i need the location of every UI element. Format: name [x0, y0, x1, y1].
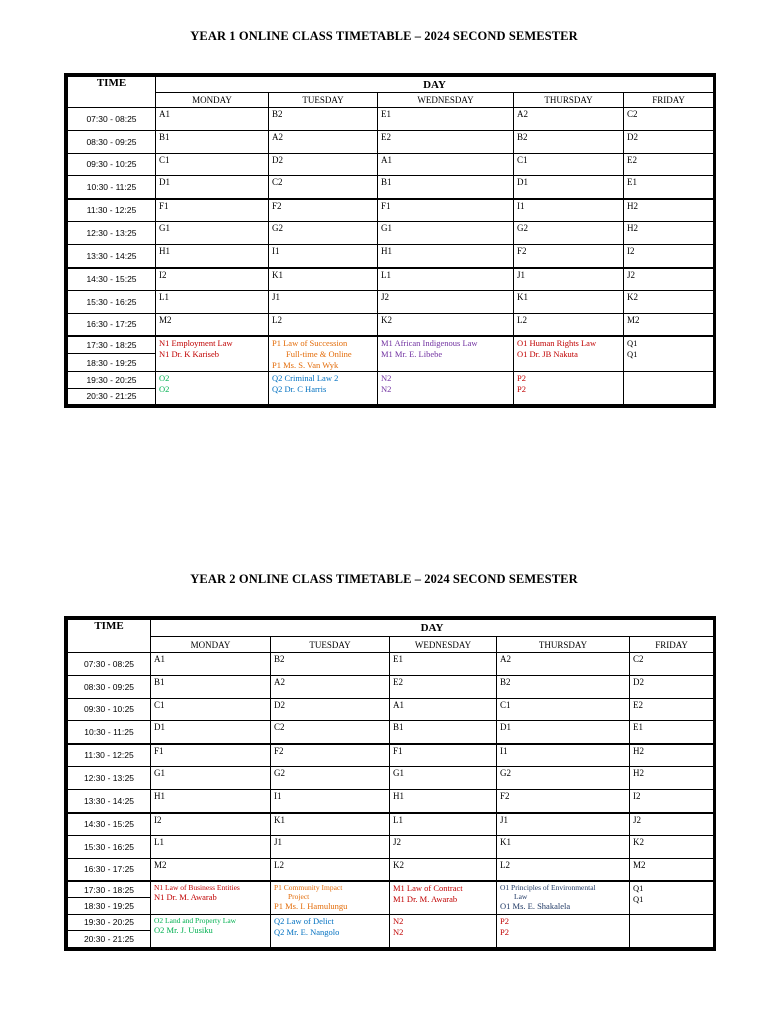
course-cell-wednesday	[390, 881, 497, 914]
course-cell-thursday	[514, 336, 624, 372]
day-names-row	[68, 637, 714, 653]
time-slot: 15:30 - 16:25	[68, 835, 151, 858]
course-line: Full-time & Online	[286, 349, 352, 360]
course-cell-friday	[624, 372, 714, 405]
course-line: O1 Principles of Environmental	[500, 883, 596, 893]
header-row	[68, 620, 714, 637]
slot-row	[68, 813, 714, 836]
class-code-tuesday: I1	[271, 790, 390, 813]
class-code-tuesday: B2	[271, 653, 390, 676]
class-code-wednesday: L1	[390, 813, 497, 836]
class-code-thursday: J1	[497, 813, 630, 836]
class-code-wednesday: F1	[390, 744, 497, 767]
slot-row	[68, 744, 714, 767]
course-line: O1 Ms. E. Shakalela	[500, 901, 571, 912]
course-cell-monday	[156, 372, 269, 405]
class-code-monday: M2	[156, 313, 269, 336]
course-line: Law	[514, 892, 528, 902]
class-code-wednesday: E2	[390, 675, 497, 698]
class-code-wednesday: A1	[390, 698, 497, 721]
class-code-monday: L1	[156, 290, 269, 313]
time-slot: 19:30 - 20:25	[68, 372, 156, 389]
class-code-thursday: B2	[497, 675, 630, 698]
class-code-tuesday: D2	[271, 698, 390, 721]
class-code-monday: F1	[156, 199, 269, 222]
course-cell-monday	[156, 336, 269, 372]
day-name-tuesday: TUESDAY	[271, 637, 390, 653]
time-slot: 14:30 - 15:25	[68, 268, 156, 291]
timetable-title: YEAR 1 ONLINE CLASS TIMETABLE – 2024 SECOND SEMESTER	[190, 29, 578, 43]
class-code-tuesday: J1	[271, 835, 390, 858]
course-cell-thursday	[497, 914, 630, 947]
class-code-friday: E1	[630, 721, 714, 744]
class-code-tuesday: D2	[269, 153, 378, 176]
course-line: P1 Law of Succession	[272, 338, 348, 349]
timetable-title: YEAR 2 ONLINE CLASS TIMETABLE – 2024 SECOND SEMESTER	[190, 572, 578, 586]
class-code-tuesday: K1	[271, 813, 390, 836]
time-slot: 13:30 - 14:25	[68, 245, 156, 268]
time-slot: 16:30 - 17:25	[68, 858, 151, 881]
class-code-wednesday: G1	[378, 222, 514, 245]
class-code-wednesday: H1	[390, 790, 497, 813]
course-line: O2 Land and Property Law	[154, 915, 237, 925]
course-line: M1 Law of Contract	[393, 883, 463, 894]
day-name-friday: FRIDAY	[624, 93, 714, 108]
slot-row	[68, 176, 714, 199]
time-slot: 11:30 - 12:25	[68, 744, 151, 767]
class-code-friday: H2	[630, 767, 714, 790]
course-line: Q1	[633, 894, 644, 905]
class-code-monday: C1	[156, 153, 269, 176]
class-code-tuesday: K1	[269, 268, 378, 291]
slot-row	[68, 245, 714, 268]
time-header: TIME	[68, 620, 151, 653]
slot-row	[68, 835, 714, 858]
class-code-friday: I2	[624, 245, 714, 268]
class-code-tuesday: A2	[271, 675, 390, 698]
time-slot: 15:30 - 16:25	[68, 290, 156, 313]
class-code-friday: M2	[630, 858, 714, 881]
class-code-friday: D2	[624, 130, 714, 153]
evening-row	[68, 372, 714, 389]
class-code-wednesday: E2	[378, 130, 514, 153]
class-code-thursday: J1	[514, 268, 624, 291]
course-line: O2 Mr. J. Uusiku	[154, 924, 213, 935]
time-slot: 11:30 - 12:25	[68, 199, 156, 222]
class-code-wednesday: J2	[390, 835, 497, 858]
evening-row	[68, 914, 714, 931]
class-code-friday: D2	[630, 675, 714, 698]
course-line: Q2 Criminal Law 2	[272, 373, 339, 384]
time-slot: 12:30 - 13:25	[68, 767, 151, 790]
slot-row	[68, 698, 714, 721]
class-code-wednesday: G1	[390, 767, 497, 790]
day-name-thursday: THURSDAY	[497, 637, 630, 653]
class-code-friday: H2	[624, 199, 714, 222]
class-code-tuesday: G2	[269, 222, 378, 245]
slot-row	[68, 290, 714, 313]
course-line: N1 Dr. K Kariseb	[159, 349, 219, 360]
slot-row	[68, 767, 714, 790]
time-slot: 18:30 - 19:25	[68, 354, 156, 372]
course-line: N2	[393, 915, 404, 926]
slot-row	[68, 313, 714, 336]
time-slot: 19:30 - 20:25	[68, 914, 151, 931]
class-code-tuesday: F2	[271, 744, 390, 767]
class-code-monday: B1	[151, 675, 271, 698]
time-slot: 08:30 - 09:25	[68, 130, 156, 153]
class-code-friday: K2	[630, 835, 714, 858]
course-cell-wednesday	[390, 914, 497, 947]
course-cell-wednesday	[378, 372, 514, 405]
class-code-monday: A1	[151, 653, 271, 676]
course-line: O1 Dr. JB Nakuta	[517, 349, 578, 360]
course-cell-monday	[151, 881, 271, 914]
course-line: Q2 Law of Delict	[274, 915, 334, 926]
class-code-friday: C2	[630, 653, 714, 676]
class-code-thursday: G2	[497, 767, 630, 790]
class-code-friday: E2	[624, 153, 714, 176]
time-slot: 07:30 - 08:25	[68, 653, 151, 676]
time-slot: 09:30 - 10:25	[68, 153, 156, 176]
class-code-friday: J2	[630, 813, 714, 836]
class-code-tuesday: G2	[271, 767, 390, 790]
course-cell-tuesday	[269, 336, 378, 372]
class-code-thursday: L2	[497, 858, 630, 881]
course-line: P1 Ms. I. Hamulungu	[274, 901, 348, 912]
slot-row	[68, 675, 714, 698]
class-code-wednesday: K2	[390, 858, 497, 881]
class-code-friday: J2	[624, 268, 714, 291]
timetable-grid	[64, 616, 716, 951]
day-name-friday: FRIDAY	[630, 637, 714, 653]
course-line: N1 Employment Law	[159, 338, 233, 349]
class-code-wednesday: F1	[378, 199, 514, 222]
day-name-monday: MONDAY	[151, 637, 271, 653]
slot-row	[68, 268, 714, 291]
class-code-tuesday: C2	[269, 176, 378, 199]
slot-row	[68, 108, 714, 131]
course-line: N1 Law of Business Entities	[154, 883, 240, 893]
course-line: Project	[288, 892, 310, 902]
course-line: P2	[517, 384, 526, 395]
class-code-tuesday: C2	[271, 721, 390, 744]
class-code-wednesday: A1	[378, 153, 514, 176]
course-cell-friday	[630, 914, 714, 947]
class-code-monday: D1	[156, 176, 269, 199]
class-code-friday: H2	[624, 222, 714, 245]
class-code-thursday: G2	[514, 222, 624, 245]
slot-row	[68, 721, 714, 744]
class-code-wednesday: E1	[390, 653, 497, 676]
class-code-tuesday: B2	[269, 108, 378, 131]
course-cell-tuesday	[271, 881, 390, 914]
course-line: N2	[393, 926, 404, 937]
class-code-thursday: F2	[497, 790, 630, 813]
class-code-thursday: L2	[514, 313, 624, 336]
course-line: P1 Community Impact	[274, 883, 343, 893]
class-code-monday: F1	[151, 744, 271, 767]
class-code-wednesday: J2	[378, 290, 514, 313]
course-line: Q1	[627, 349, 638, 360]
slot-row	[68, 130, 714, 153]
time-slot: 16:30 - 17:25	[68, 313, 156, 336]
class-code-wednesday: H1	[378, 245, 514, 268]
schedule-table	[67, 76, 714, 405]
time-slot: 10:30 - 11:25	[68, 721, 151, 744]
course-line: N1 Dr. M. Awarab	[154, 892, 217, 903]
course-line: O2	[159, 373, 170, 384]
class-code-thursday: K1	[514, 290, 624, 313]
time-slot: 08:30 - 09:25	[68, 675, 151, 698]
class-code-thursday: I1	[497, 744, 630, 767]
slot-row	[68, 858, 714, 881]
course-line: O2	[159, 384, 170, 395]
class-code-thursday: I1	[514, 199, 624, 222]
course-line: M1 African Indigenous Law	[381, 338, 478, 349]
class-code-monday: B1	[156, 130, 269, 153]
course-line: P2	[517, 373, 526, 384]
slot-row	[68, 790, 714, 813]
slot-row	[68, 199, 714, 222]
schedule-table	[67, 619, 714, 948]
time-slot: 17:30 - 18:25	[68, 881, 151, 898]
class-code-thursday: D1	[497, 721, 630, 744]
class-code-monday: D1	[151, 721, 271, 744]
class-code-wednesday: E1	[378, 108, 514, 131]
class-code-thursday: C1	[514, 153, 624, 176]
course-cell-tuesday	[271, 914, 390, 947]
course-line: M1 Mr. E. Libebe	[381, 349, 443, 360]
class-code-monday: I2	[151, 813, 271, 836]
course-cell-friday	[624, 336, 714, 372]
slot-row	[68, 653, 714, 676]
course-line: N2	[381, 373, 392, 384]
class-code-wednesday: B1	[390, 721, 497, 744]
time-slot: 09:30 - 10:25	[68, 698, 151, 721]
time-slot: 18:30 - 19:25	[68, 898, 151, 915]
course-cell-thursday	[497, 881, 630, 914]
time-slot: 13:30 - 14:25	[68, 790, 151, 813]
class-code-wednesday: L1	[378, 268, 514, 291]
time-slot: 10:30 - 11:25	[68, 176, 156, 199]
class-code-thursday: K1	[497, 835, 630, 858]
course-line: P2	[500, 926, 509, 937]
day-header: DAY	[156, 77, 714, 93]
course-cell-thursday	[514, 372, 624, 405]
class-code-monday: G1	[156, 222, 269, 245]
class-code-friday: C2	[624, 108, 714, 131]
course-cell-tuesday	[269, 372, 378, 405]
time-slot: 20:30 - 21:25	[68, 388, 156, 405]
class-code-monday: H1	[156, 245, 269, 268]
course-line: N2	[381, 384, 392, 395]
slot-row	[68, 222, 714, 245]
day-names-row	[68, 93, 714, 108]
evening-row	[68, 336, 714, 354]
time-slot: 14:30 - 15:25	[68, 813, 151, 836]
course-line: Q2 Mr. E. Nangolo	[274, 926, 340, 937]
class-code-friday: E1	[624, 176, 714, 199]
course-line: O1 Human Rights Law	[517, 338, 597, 349]
time-header: TIME	[68, 77, 156, 108]
day-name-monday: MONDAY	[156, 93, 269, 108]
slot-row	[68, 153, 714, 176]
course-line: P2	[500, 915, 509, 926]
class-code-tuesday: J1	[269, 290, 378, 313]
class-code-wednesday: K2	[378, 313, 514, 336]
time-slot: 20:30 - 21:25	[68, 931, 151, 948]
class-code-monday: M2	[151, 858, 271, 881]
class-code-thursday: B2	[514, 130, 624, 153]
timetable-grid	[64, 73, 716, 408]
class-code-friday: H2	[630, 744, 714, 767]
day-name-wednesday: WEDNESDAY	[390, 637, 497, 653]
class-code-monday: L1	[151, 835, 271, 858]
class-code-tuesday: L2	[271, 858, 390, 881]
time-slot: 07:30 - 08:25	[68, 108, 156, 131]
class-code-wednesday: B1	[378, 176, 514, 199]
class-code-friday: E2	[630, 698, 714, 721]
class-code-thursday: D1	[514, 176, 624, 199]
course-line: Q1	[627, 338, 638, 349]
course-line: Q2 Dr. C Harris	[272, 384, 327, 395]
time-slot: 17:30 - 18:25	[68, 336, 156, 354]
class-code-monday: A1	[156, 108, 269, 131]
evening-row	[68, 881, 714, 898]
day-header: DAY	[151, 620, 714, 637]
class-code-friday: M2	[624, 313, 714, 336]
course-cell-friday	[630, 881, 714, 914]
day-name-thursday: THURSDAY	[514, 93, 624, 108]
class-code-thursday: A2	[514, 108, 624, 131]
class-code-thursday: F2	[514, 245, 624, 268]
course-line: P1 Ms. S. Van Wyk	[272, 360, 339, 371]
course-cell-wednesday	[378, 336, 514, 372]
class-code-thursday: A2	[497, 653, 630, 676]
day-name-wednesday: WEDNESDAY	[378, 93, 514, 108]
class-code-tuesday: L2	[269, 313, 378, 336]
class-code-thursday: C1	[497, 698, 630, 721]
header-row	[68, 77, 714, 93]
class-code-monday: C1	[151, 698, 271, 721]
class-code-tuesday: F2	[269, 199, 378, 222]
time-slot: 12:30 - 13:25	[68, 222, 156, 245]
day-name-tuesday: TUESDAY	[269, 93, 378, 108]
class-code-monday: G1	[151, 767, 271, 790]
class-code-tuesday: I1	[269, 245, 378, 268]
class-code-tuesday: A2	[269, 130, 378, 153]
class-code-friday: I2	[630, 790, 714, 813]
class-code-monday: I2	[156, 268, 269, 291]
class-code-monday: H1	[151, 790, 271, 813]
class-code-friday: K2	[624, 290, 714, 313]
course-cell-monday	[151, 914, 271, 947]
course-line: M1 Dr. M. Awarab	[393, 894, 458, 905]
course-line: Q1	[633, 883, 644, 894]
